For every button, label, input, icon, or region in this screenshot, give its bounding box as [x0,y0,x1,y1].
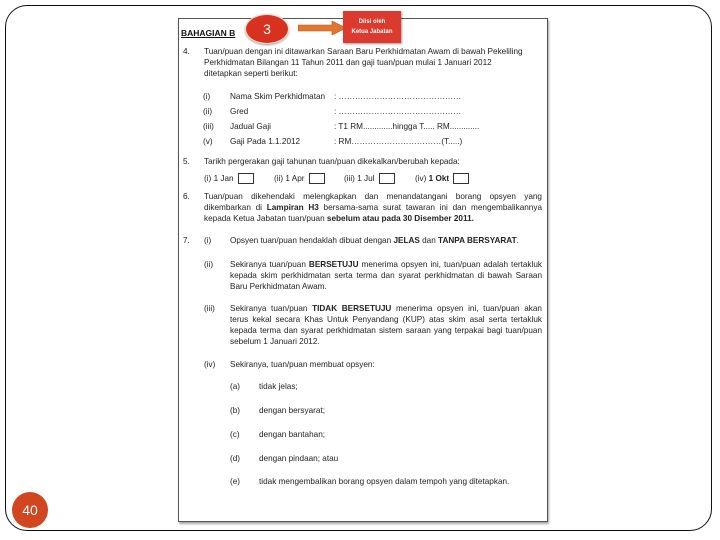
field-number: (v) [203,137,213,146]
item7-sub-iv-number: (iv) [204,360,216,369]
option-number: (i) [204,174,212,183]
item7-sub-i-text [230,235,519,246]
callout-line1: Diisi oleh [358,19,386,25]
checkbox-jul[interactable] [379,173,395,184]
list-item-number: (e) [230,477,241,486]
text-span: bersama-sama surat tawaran ini dan mengembalikannya kepada Ketua Jabatan tuan/puan [204,203,543,223]
bold-span: Lampiran H3 [266,203,319,212]
text-span: . [516,236,519,245]
text-span: dan [419,236,439,245]
item6-paragraph [204,191,542,224]
item7-sub-iii-text [230,303,542,347]
item7-sub-ii-number: (ii) [204,260,214,269]
option-label: 1 Okt [428,174,450,183]
text-span: Tuan/puan dikehendaki melengkapkan dan menandatangani borang opsyen yang dikembarkan di [204,192,542,212]
field-value: : ……………………………………… [334,92,462,101]
option-label: 1 Jul [357,174,375,183]
field-number: (ii) [203,107,213,116]
checkbox-okt[interactable] [453,173,469,184]
bold-span: TIDAK BERSETUJU [312,304,392,313]
bold-span: JELAS [393,236,420,245]
month-option-apr [274,173,325,184]
option-number: (iii) [344,174,355,183]
document-scan [178,18,548,522]
list-item-text: tidak mengembalikan borang opsyen dalam tempoh yang ditetapkan. [259,477,510,486]
item7-number: 7. [183,236,190,245]
step-number-badge: 3 [245,14,289,44]
field-label: Gred [230,107,249,116]
text-span: menerima opsyen ini, tuan/puan akan terus kekal secara Khas Untuk Penyandang (KUP) atas skim asal serta tertakluk kepada terma dan syarat perkhidmatan sistem saraan yang terpakai bagi tuan/puan sebelum 1 Januari 2012. [230,304,542,346]
text-span: Sekiranya tuan/puan [230,304,313,313]
item7-sub-i-number: (i) [204,236,212,245]
month-option-jan [204,173,254,184]
item4-line3: ditetapkan seperti berikut: [204,69,298,78]
field-label: Gaji Pada 1.1.2012 [230,137,301,146]
checkbox-apr[interactable] [309,173,325,184]
list-item-text: dengan bantahan; [259,430,326,439]
month-option-jul [344,173,395,184]
list-item-number: (d) [230,454,241,463]
list-item-text: dengan bersyarat; [259,406,325,415]
bold-span: BERSETUJU [308,260,359,269]
field-value: : RM……………………………(T.....) [334,137,463,146]
item5-number: 5. [183,157,190,166]
item4-line1: Tuan/puan dengan ini ditawarkan Saraan Baru Perkhidmatan Awam di bawah Pekeliling [204,47,523,56]
field-number: (i) [203,92,211,101]
item7-sub-iii-number: (iii) [204,304,215,313]
option-number: (iv) [415,174,427,183]
list-item-text: dengan pindaan; atau [259,454,339,463]
list-item-number: (b) [230,406,241,415]
list-item-number: (a) [230,382,241,391]
item6-number: 6. [183,192,190,201]
field-value: : ……………………………………… [334,107,462,116]
item4-number: 4. [183,47,190,56]
field-label: Jadual Gaji [230,122,271,131]
option-number: (ii) [274,174,284,183]
text-span: Opsyen tuan/puan hendaklah dibuat dengan [230,236,394,245]
text-span: menerima opsyen ini, tuan/puan adalah tertakluk kepada skim perkhidmatan serta terma dan syarat perkhidmatan di bawah Saraan Baru Perkhidmatan Awam. [230,260,542,291]
field-label: Nama Skim Perkhidmatan [230,92,326,101]
list-item-number: (c) [230,430,240,439]
list-item-text: tidak jelas; [259,382,298,391]
arrow-right-icon [298,21,346,35]
item7-sub-iv-text: Sekiranya, tuan/puan membuat opsyen: [230,360,375,369]
text-span: Sekiranya tuan/puan [230,260,309,269]
item4-line2: Perkhidmatan Bilangan 11 Tahun 2011 dan gaji tuan/puan mulai 1 Januari 2012 [204,58,492,67]
month-option-okt [415,173,469,184]
filled-by-callout [343,11,401,43]
checkbox-jan[interactable] [238,173,254,184]
bold-span: TANPA BERSYARAT [438,236,517,245]
bold-span: sebelum atau pada 30 Disember 2011. [326,214,474,223]
callout-line2: Ketua Jabatan [351,29,393,35]
item7-sub-ii-text [230,259,542,292]
option-label: 1 Jan [213,174,234,183]
page-number-badge: 40 [12,492,48,528]
option-label: 1 Apr [285,174,305,183]
field-number: (iii) [203,122,214,131]
section-title: BAHAGIAN B [181,28,236,38]
field-value: : T1 RM.............hingga T..... RM............. [334,122,480,131]
item5-text: Tarikh pergerakan gaji tahunan tuan/puan dikekalkan/berubah kepada: [204,157,460,166]
